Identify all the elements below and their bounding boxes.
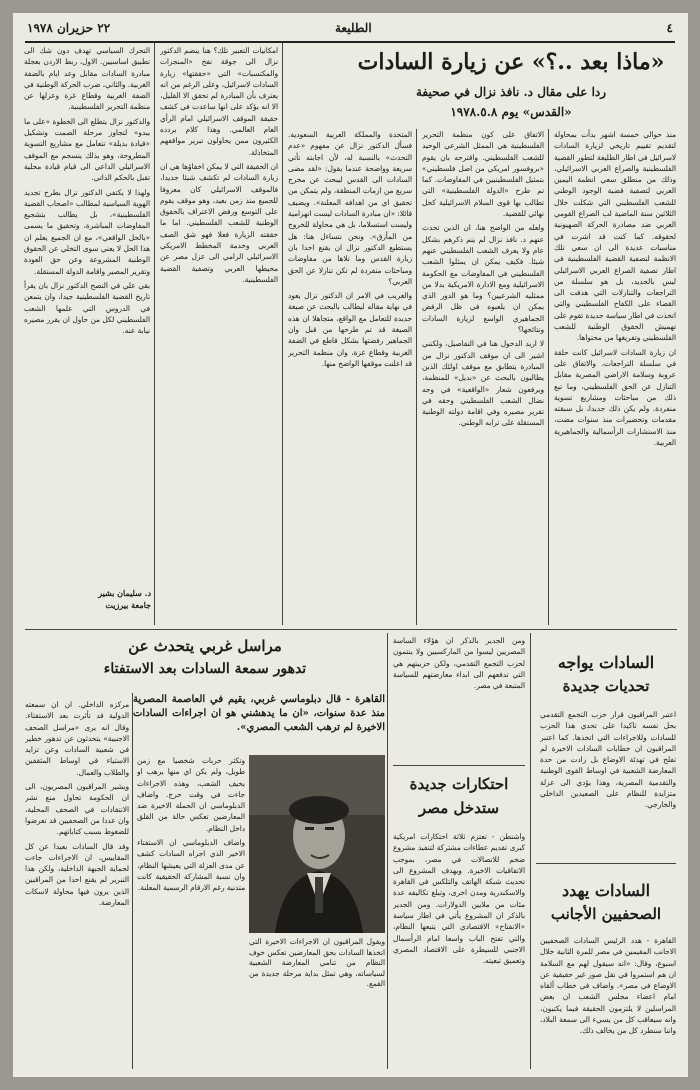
paragraph: والدكتور نزال يتطلع الى الخطوة «على ما يبدو» لتجاوز مرحلة الصمت وتشكيل «قيادة بديلة» تتعامل مع مشاريع التسوية المطروحة، وهو بذلك ينسجم مع الموقف الاسرائيلي الداعي الى قيام قيادة محلية تقبل بالحكم الذاتي. xyxy=(24,116,150,183)
main-column-5 xyxy=(24,45,150,583)
paragraph: واضاف الدبلوماسي ان الاستفتاء الاخير الذي اجراه السادات كشف عن مدى العزلة التي يعيشها النظام، وان نسبة المشاركة الحقيقية كانت متدنية رغم الارقام الرسمية المعلنة. xyxy=(137,838,245,893)
brief-2-body xyxy=(540,935,676,1067)
paragraph: ان الحقيقة التي لا يمكن اخفاؤها هي ان زيارة السادات لم تكشف شيئا جديدا، فالموقف الاسرائيلي كان معروفا للجميع منذ زمن بعيد، وهو موقف يقوم على التوسع ورفض الاعتراف بالحقوق الوطنية للشعب الفلسطيني. اما ما حققته الزيارة فعلا فهو شق الصف العربي وخدمة المخطط الامريكي الاسرائيلي الرامي الى عزل مصر عن محيطها العربي وتصفية القضية الفلسطينية. xyxy=(160,161,278,284)
main-subhead-1: ردا على مقال د. نافذ نزال في صحيفة xyxy=(415,85,607,99)
main-column-2 xyxy=(422,129,544,625)
paragraph: التحرك السياسي تهدف دون شك الى تطبيق اساسيين. الاول، ربط الاردن بعجلة مبادرة السادات مقابل وعد ايام بالضفة الغربية. والثاني، ضرب الحركة الوطنية في الضفة الغربية وقطاع غزة وعزلها عن منظمة التحرير الفلسطينية. xyxy=(24,46,150,112)
main-column-4 xyxy=(160,45,278,625)
main-column-1 xyxy=(554,129,676,625)
main-column-3 xyxy=(288,129,412,625)
correspondent-column-mid xyxy=(137,755,245,1067)
photo-caption: ويقول المراقبون ان الاجراءات الاخيرة التي اتخذها السادات بحق المعارضين تعكس خوف النظام من تنامي المعارضة الشعبية لسياساته، وهي تمثل بداية مرحلة جديدة من القمع. xyxy=(249,937,385,988)
correspondent-lead xyxy=(133,693,385,751)
paragraph: امكانيات التعبير تلك؟ هنا ينضم الدكتور نزال الى جوقة نفخ «المنجزات والمكتسبات» التي «حققتها» زيارة السادات لاسرائيل، وعلى الرغم من انه يعترف بأن المبادرة لم تحقق الا القليل، الا انه يؤكد على انها ساعدت في كشف حقيقة الموقف الاسرائيلي امام الرأي العام العالمي. وهذا كلام يردده الكثيرون ممن يحاولون تبرير مواقفهم المتخاذلة. xyxy=(160,46,278,157)
brief-1-body xyxy=(540,709,676,857)
paragraph: ويشير المراقبون المصريون، الى ان الحكومة تحاول منع نشر الانتقادات في الصحف المحلية، وان عددا من الصحفيين قد تعرضوا للضغوط بسبب كتاباتهم. xyxy=(25,782,129,837)
paragraph: واشنطن - تعتزم ثلاثة احتكارات امريكية كبرى تقديم عطاءات مشتركة لتنفيذ مشروع ضخم للاتصالات في مصر، بموجب الاتفاقيات الاخيرة. ويهدف المشروع الى تحديث شبكة الهاتف والتلكس في القاهرة والاسكندرية ومدن اخرى، وتبلغ تكاليفه عدة مئات من ملايين الدولارات. ومن الجدير بالذكر ان المشروع يأتي في اطار سياسة «الانفتاح» الاقتصادي التي يتبعها النظام، والتي تفتح الباب واسعا امام الرأسمال الاجنبي للسيطرة على الاقتصاد المصري وتعميق تبعيته. xyxy=(393,832,525,966)
author-signature xyxy=(25,587,151,611)
main-headline: «ماذا بعد ..؟» عن زيارة السادات xyxy=(357,49,665,75)
paragraph: ولعله من الواضح هنا، ان الذين تحدث عنهم د. نافذ نزال لم يتم ذكرهم بشكل عام ولا يعرف الشعب الفلسطيني عنهم شيئا. فكيف يمكن ان يمثلوا الشعب الفلسطيني في المفاوضات مع الحكومة الاسرائيلية ومع الادارة الامريكية بدلا من ممثليه الشرعيين؟ وما هو الدور الذي يمكن ان يلعبوه في ظل الرفض الجماهيري الواسع لزيارة السادات ونتائجها؟ xyxy=(422,223,544,335)
newspaper-page xyxy=(13,13,688,1077)
paragraph: بقي علي في النصح الدكتور نزال بان يقرأ تاريخ القضية الفلسطينية جيدا، وان يتمعن في الدروس التي علمها الشعب الفلسطيني لكل من حاول ان يقرر مصيره نيابة عنه. xyxy=(24,280,150,336)
correspondent-headline-2: تدهور سمعة السادات بعد الاستفتاء xyxy=(103,661,307,677)
brief-1-headline-2: تحديات جديدة xyxy=(562,677,650,695)
correspondent-headline-1: مراسل غربي يتحدث عن xyxy=(128,637,282,655)
paragraph: اعتبر المراقبون قرار حزب التجمع التقدمي بحل نفسه تاكيدا على تحدي هذا الحزب للسادات وللاجراءات التي اتخذها. كما اعتبر المراقبون ان خطابات السادات الاخيرة لم تفلح في تهدئة الاوضاع بل زادت من حدة المعارضة الشعبية في اوساط القوى الوطنية والتقدمية المصرية، وهذا يؤدي الى عزلة متزايدة للنظام على الصعيدين الداخلي والخارجي. xyxy=(540,710,676,810)
issue-date: ٢٢ حزيران ١٩٧٨ xyxy=(27,21,111,35)
paragraph: القاهرة - هدد الرئيس السادات الصحفيين الاجانب المقيمين في مصر للمرة الثانية خلال اسبوع، وقال: «انه سيقول لهم مع السلامة ان هم استمروا في نقل صور غير حقيقية عن الاوضاع في مصر». واضاف في خطاب ألقاه امام اعضاء مجلس الشعب ان بعض المراسلين لا يلتزمون الحقيقة فيما يكتبون، وانه سيعاقب كل من يسيء الى سمعة البلاد، واننا سنطرد كل من يخالف ذلك. xyxy=(540,936,676,1036)
author-affiliation: جامعة بيرزيت xyxy=(105,600,151,610)
news-photo xyxy=(249,755,385,933)
monopolies-body xyxy=(393,831,525,1067)
monopolies-headline-1: احتكارات جديدة xyxy=(409,775,509,793)
brief-2-headline-2: الصحفيين الأجانب xyxy=(550,905,662,923)
paragraph: المتحدة والمملكة العربية السعودية. فسأل الدكتور نزال عن مفهوم «عدم التحدث» بالنسبة له، لأن اجابته تأتي سريعة وواضحة عندما يقول: «لقد مضى السادات الى القدس ليبحث عن مخرج سريع من ازمات المنطقة، ولم يتمكن من تحقيق اي من اهدافه المعلنة». ويضيف قائلا: «ان مبادرة السادات ليست انهزامية وليست استسلاما، بل هي محاولة للخروج من المأزق». ونحن نتساءل هنا: هل يستطيع الدكتور نزال ان يقنع احدا بان زيارة القدس وما تلاها من مفاوضات ومباحثات منفردة لم تكن تنازلا عن الحق العربي؟ xyxy=(288,130,412,286)
paragraph: ان زيارة السادات لاسرائيل كانت حلقة في سلسلة التراجعات، والاتفاق على عروبة وسلامة الاراضي المصرية مقابل التنازل عن الحق الفلسطيني، وما تبع ذلك من مباحثات ومشاريع تسوية منفردة. ولم يكن ذلك جديدا، بل سبقته مقدمات وتحضيرات منذ سنوات مضت، منذ الاستشارات الرأسمالية والجماهيرية العربية. xyxy=(554,347,676,448)
paragraph: مركزه الداخلي. ان ان سمعته الدولية قد تأثرت بعد الاستفتاء. وقال انه يرى «مراسل الصحف الاجنبية» يتحدثون عن تدهور خطير في شعبية السادات وعن تزايد الاستياء في اوساط المثقفين والطلاب والعمال. xyxy=(25,700,129,777)
paragraph: منذ حوالي خمسة اشهر بدأت بمحاولة لتقديم تقييم تاريخي لزيارة السادات لاسرائيل في اطار الطليعة لتطور القضية الفلسطينية والصراع العربي الاسرائيلي، وذلك من منطلق سعي انظمة اليمين العربي لتصفية قضية الوجود الوطني للشعب الفلسطيني التي شكلت خلال الثلاثين سنة الماضية لب الصراع القومي العربي ضد مصادرة الحركة الصهيونية لحقوقه. كما كنت قد اشرت في مناسبات عديدة الى ان سعي تلك الانظمة لتصفية القضية الفلسطينية في اطار تصفية الصراع العربي الاسرائيلي ليس بالجديد، بل هو سلسلة من التراجعات والتنازلات التي هدفت الى القضاء على الكفاح الفلسطيني والتي اتخذت في اطار سياسة جديدة تقوم على تهميش الحقوق الوطنية للشعب الفلسطيني وتفريغها من محتواها. xyxy=(554,130,676,343)
paragraph: القاهرة - قال دبلوماسي غربي، يقيم في العاصمة المصرية منذ عدة سنوات، «ان ما يدهشني هو ان اجراءات السادات الاخيرة لم ترهب الشعب المصري». xyxy=(133,694,385,733)
brief-1-headline-1: السادات يواجه xyxy=(557,653,655,672)
brief-2-headline-1: السادات يهدد xyxy=(561,881,651,900)
page-header xyxy=(25,19,675,43)
paragraph: وقد قال السادات بعيدا عن كل المقاييس، ان الاجراءات جاءت لحماية الجبهة الداخلية، ولكن هذا التبرير لم يقنع احدا من المراقبين الذين يرون فيها محاولة لاسكات المعارضة. xyxy=(25,841,129,908)
main-subhead-2: «القدس» يوم ١٩٧٨.٥.٨ xyxy=(450,105,572,119)
correspondent-column-left xyxy=(25,699,129,1067)
author-name: د. سليمان بشير xyxy=(98,588,151,598)
paragraph: ولهذا لا يكتفي الدكتور نزال بطرح تجديد الهوية السياسية لمطالب «اصحاب القضية الفلسطينية»، بل يطالب بتشجيع المفاوضات المباشرة، وتحقيق ما يسمى «بالحل الواقعي»، مع ان الجميع يعلم ان هذا الحل لا يعني سوى التخلي عن الحقوق الوطنية المشروعة وعن حق العودة وتقرير المصير واقامة الدولة المستقلة. xyxy=(24,187,150,276)
paragraph: ومن الجدير بالذكر ان هؤلاء الساسة المصريين ليسوا من الماركسيين ولا ينتمون لحزب التجمع التقدمي، ولكن حزبيتهم هي التي تدفعهم الى ابداء معارضتهم للسياسة المتبعة في مصر. xyxy=(393,636,525,691)
paragraph: لا اريد الدخول هنا في التفاصيل، ولكنني اشير الى ان موقف الدكتور نزال من المبادرة يتطابق مع موقف اولئك الذين يطالبون بالبحث عن «بديل» للمنظمة، ويرفعون شعار «الواقعية» في وجه نضال الشعب الفلسطيني وحقه في تقرير مصيره وفي اقامة دولته الوطنية المستقلة على ترابه الوطني. xyxy=(422,339,544,428)
paragraph: وتكثر حربات شخصيا مع زمن طويل، ولم يكن اي منها يرهب او يخيف الشعب، وهذه الاجراءات جاءت في وقت حرج. واضاف الدبلوماسي ان الحملة الاخيرة ضد المعارضين تعكس حالة من القلق داخل النظام. xyxy=(137,756,245,833)
egypt-intro-text xyxy=(393,635,525,759)
paragraph: الاتفاق على كون منظمة التحرير الفلسطينية هي الممثل الشرعي الوحيد للشعب الفلسطيني. واقترحه بان يقوم «بروفسور امريكي من اصل فلسطيني» بتمثيل الفلسطينيين في المفاوضات. كما تم طرح «الدولة الفلسطينية» التي تطالب بها قوى السلام الاسرائيلية كحل نهائي للقضية. xyxy=(422,130,544,219)
page-number: ٤ xyxy=(666,21,673,35)
monopolies-headline-2: ستدخل مصر xyxy=(418,799,500,817)
section-title: الطليعة xyxy=(335,21,372,35)
paragraph: والغريب في الامر ان الدكتور نزال يعود في نهاية مقاله ليطالب بالبحث عن صيغة جديدة للتعامل مع الواقع، متجاهلا ان هذه الصيغة قد تم طرحها من قبل وان الجماهير رفضتها بشكل قاطع في الضفة الغربية وقطاع غزة، وان منظمة التحرير قد اعلنت موقفها الواضح منها. xyxy=(288,291,412,368)
